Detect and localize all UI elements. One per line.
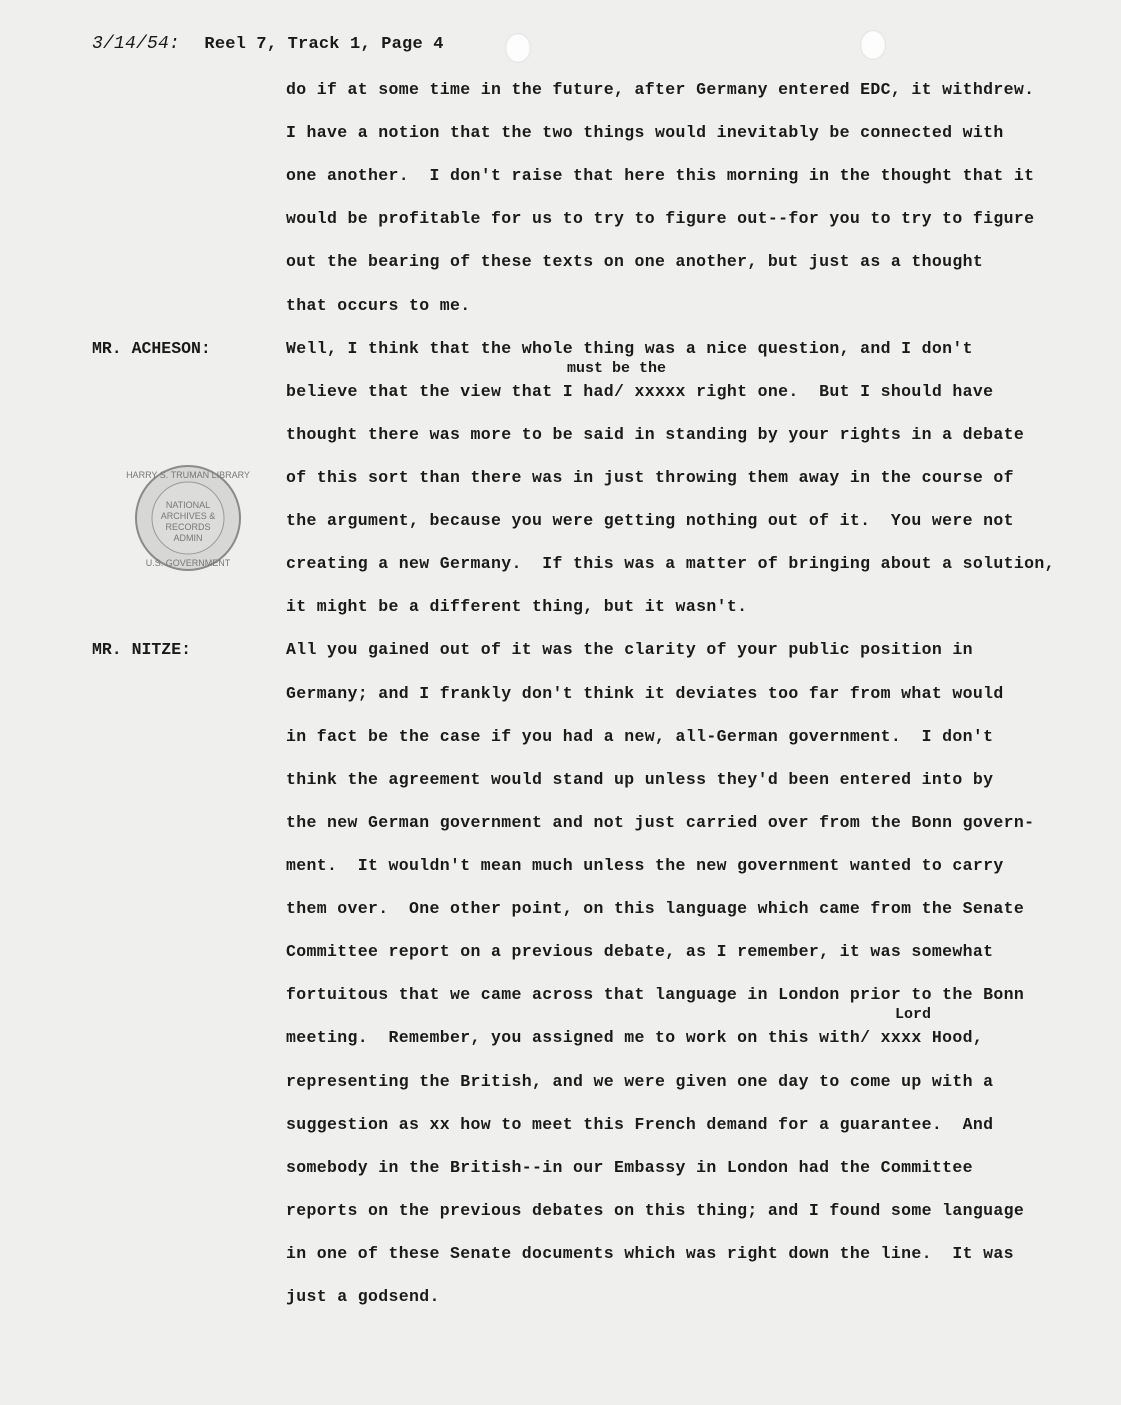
library-stamp: [124, 462, 252, 574]
insertion-must-be-the: must be the: [567, 360, 667, 377]
text-line: somebody in the British--in our Embassy in London had the Committee: [286, 1158, 973, 1177]
text-line: All you gained out of it was the clarity of your public position in: [286, 640, 973, 659]
text-line: out the bearing of these texts on one another, but just as a thought: [286, 252, 984, 271]
text-line: of this sort than there was in just throwing them away in the course of: [286, 468, 1014, 487]
svg-text:HARRY S. TRUMAN LIBRARY: HARRY S. TRUMAN LIBRARY: [126, 470, 250, 480]
text-line: that occurs to me.: [286, 296, 471, 315]
speaker-nitze: MR. NITZE:: [92, 640, 192, 659]
insertion-lord: Lord: [895, 1006, 932, 1023]
punch-hole-right: [860, 30, 886, 60]
text-line: do if at some time in the future, after Germany entered EDC, it withdrew.: [286, 80, 1035, 99]
text-line: one another. I don't raise that here this morning in the thought that it: [286, 166, 1035, 185]
text-line: I have a notion that the two things would inevitably be connected with: [286, 123, 1004, 142]
header-reference: Reel 7, Track 1, Page 4: [204, 35, 444, 54]
text-line: think the agreement would stand up unless they'd been entered into by: [286, 770, 994, 789]
text-line: just a godsend.: [286, 1287, 440, 1306]
text-line: fortuitous that we came across that language in London prior to the Bonn: [286, 985, 1025, 1004]
text-line: creating a new Germany. If this was a matter of bringing about a solution,: [286, 554, 1055, 573]
text-line: would be profitable for us to try to figure out--for you to try to figure: [286, 209, 1035, 228]
text-line: Well, I think that the whole thing was a nice question, and I don't: [286, 339, 973, 358]
text-line: ment. It wouldn't mean much unless the new government wanted to carry: [286, 856, 1004, 875]
text-line: reports on the previous debates on this thing; and I found some language: [286, 1201, 1025, 1220]
text-line: the argument, because you were getting nothing out of it. You were not: [286, 511, 1014, 530]
punch-hole-left: [505, 33, 531, 63]
text-line: representing the British, and we were given one day to come up with a: [286, 1072, 994, 1091]
text-line: believe that the view that I had/ xxxxx right one. But I should have: [286, 382, 994, 401]
page-header: [92, 34, 444, 54]
text-line: Committee report on a previous debate, as I remember, it was somewhat: [286, 942, 994, 961]
speaker-acheson: MR. ACHESON:: [92, 339, 211, 358]
svg-text:ADMIN: ADMIN: [173, 533, 203, 543]
svg-text:ARCHIVES &: ARCHIVES &: [160, 511, 216, 521]
text-line: the new German government and not just carried over from the Bonn govern-: [286, 813, 1035, 832]
text-line: in one of these Senate documents which was right down the line. It was: [286, 1244, 1014, 1263]
text-line: Germany; and I frankly don't think it deviates too far from what would: [286, 684, 1004, 703]
svg-text:NATIONAL: NATIONAL: [165, 500, 211, 510]
svg-text:U.S. GOVERNMENT: U.S. GOVERNMENT: [145, 558, 231, 568]
text-line: suggestion as xx how to meet this French demand for a guarantee. And: [286, 1115, 994, 1134]
text-line: in fact be the case if you had a new, all-German government. I don't: [286, 727, 994, 746]
header-date: 3/14/54:: [92, 34, 181, 54]
text-line: it might be a different thing, but it wasn't.: [286, 597, 748, 616]
text-line: meeting. Remember, you assigned me to work on this with/ xxxx Hood,: [286, 1028, 984, 1047]
text-line: them over. One other point, on this language which came from the Senate: [286, 899, 1025, 918]
text-line: thought there was more to be said in standing by your rights in a debate: [286, 425, 1025, 444]
svg-text:RECORDS: RECORDS: [165, 522, 211, 532]
